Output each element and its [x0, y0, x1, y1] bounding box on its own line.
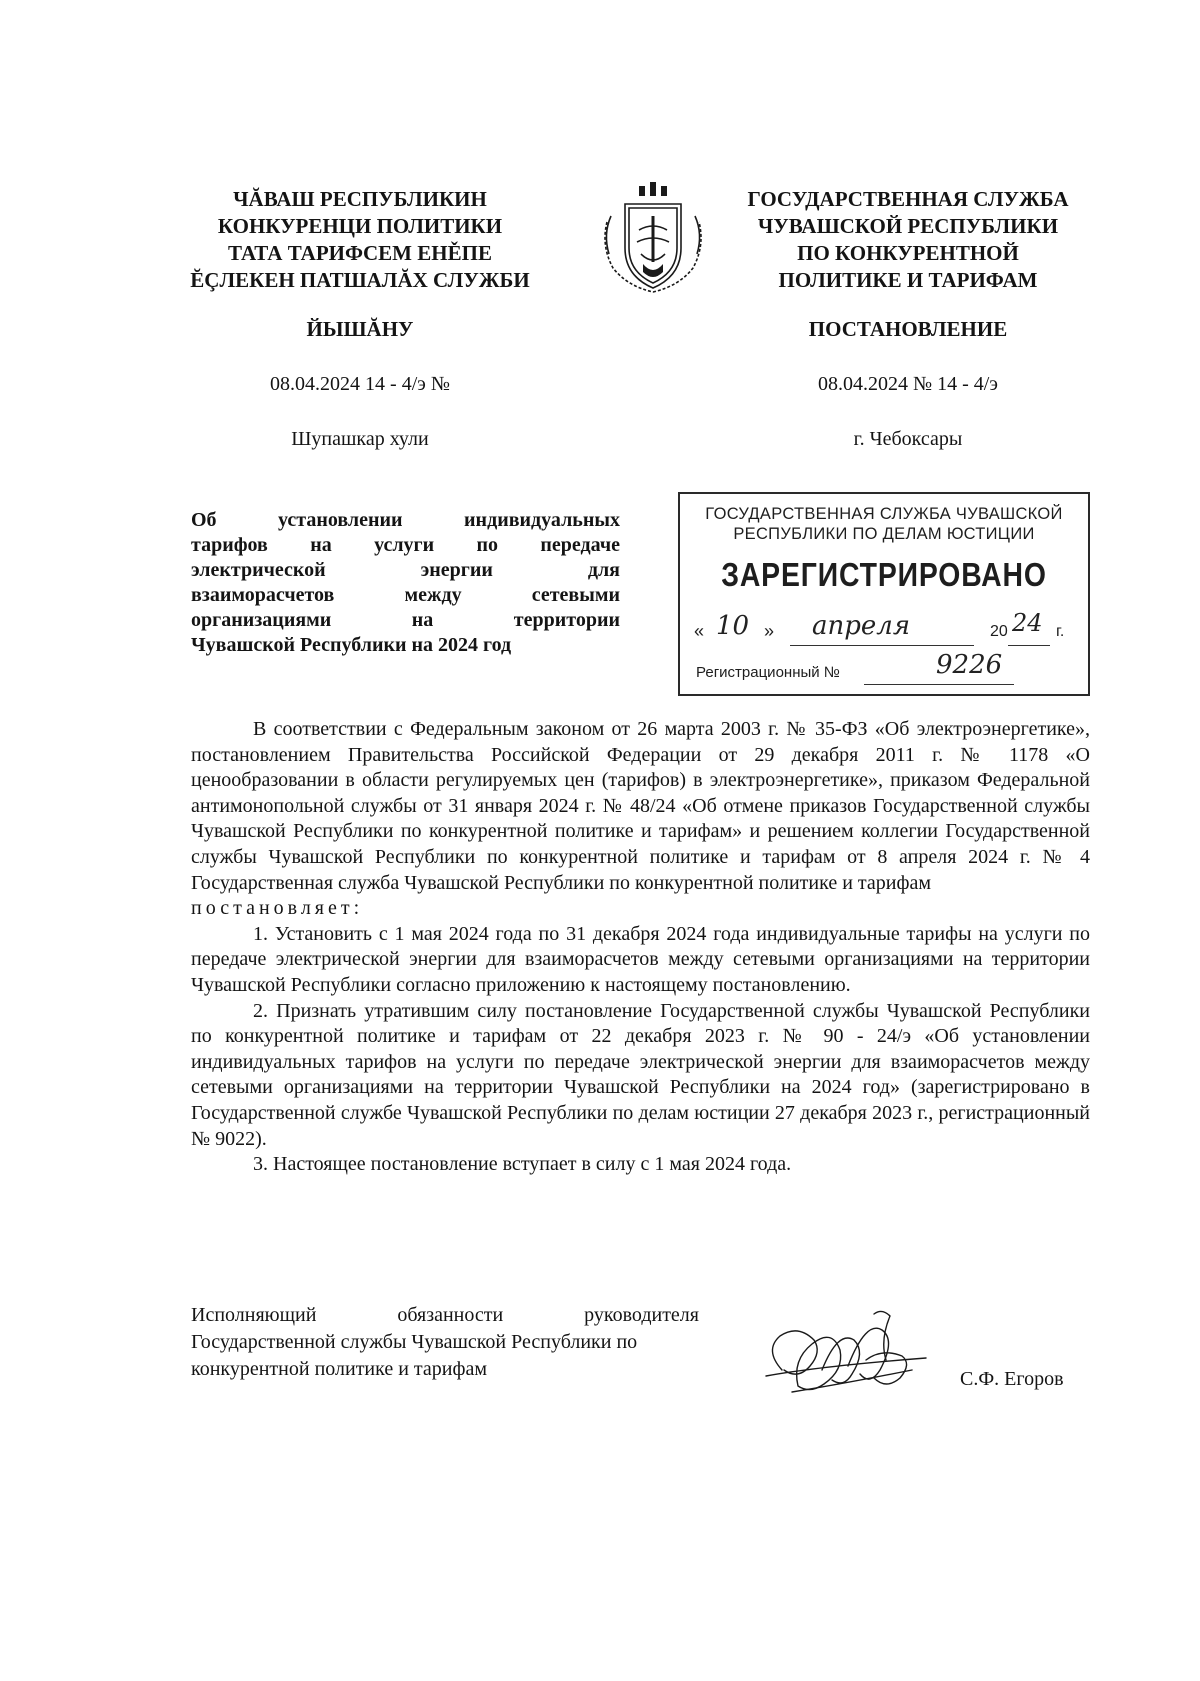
stamp-year-underline — [1008, 645, 1050, 646]
title-line: тарифов на услуги по передаче — [191, 534, 620, 556]
header-left-line: ТАТА ТАРИФСЕМ ЕНĚПЕ — [228, 241, 492, 265]
stamp-month: апреля — [812, 611, 911, 641]
signature-position-line: конкурентной политике и тарифам — [191, 1358, 487, 1380]
stamp-open-quote: « — [694, 621, 705, 641]
item-2-paragraph: 2. Признать утратившим силу постановление Государственной службы Чувашской Республики по конкурентной политике и тарифам от 22 декабря 2023 г. № 90 - 24/э «Об установлении индивидуальных тарифов на услуги по передаче электрической энергии для взаиморасчетов между сетевыми организациями на территории Чувашской Республики на 2024 год» (зарегистрировано в Государственной службе Чувашской Республики по делам юстиции 27 декабря 2023 г., регистрационный № 9022). — [191, 999, 1090, 1150]
header-right-line: ЧУВАШСКОЙ РЕСПУБЛИКИ — [757, 214, 1059, 238]
title-line: Об установлении индивидуальных — [191, 509, 620, 531]
header-left-line: КОНКУРЕНЦИ ПОЛИТИКИ — [217, 214, 503, 238]
header-left-line: ĔÇЛЕКЕН ПАТШАЛĂХ СЛУЖБИ — [190, 268, 530, 292]
document-body — [191, 717, 1090, 1178]
coat-of-arms-icon — [593, 176, 713, 296]
doc-type-right: ПОСТАНОВЛЕНИЕ — [808, 317, 1008, 341]
title-line: электрической энергии для — [191, 559, 620, 581]
stamp-year-prefix: 20 — [990, 623, 1008, 640]
title-line: взаиморасчетов между сетевыми — [191, 584, 620, 606]
doc-type-left: ЙЫШĂНУ — [306, 317, 414, 341]
title-line: Чувашской Республики на 2024 год — [191, 634, 512, 656]
stamp-reg-row — [696, 650, 1081, 686]
resolves-word: постановляет: — [191, 897, 364, 920]
signatory-name: С.Ф. Егоров — [960, 1368, 1064, 1390]
signature-position-line: Исполняющий обязанности руководителя — [191, 1304, 699, 1326]
header-left-chuvash — [170, 186, 550, 294]
place-right: г. Чебоксары — [853, 428, 963, 450]
stamp-year-mark: г. — [1056, 623, 1065, 640]
title-line: организациями на территории — [191, 609, 620, 631]
signature-block — [191, 1302, 699, 1383]
signature-position-line: Государственной службы Чувашской Республики по — [191, 1331, 638, 1353]
item-3-paragraph: 3. Настоящее постановление вступает в силу с 1 мая 2024 года. — [253, 1153, 792, 1176]
header-left-line: ЧĂВАШ РЕСПУБЛИКИН — [233, 187, 487, 211]
item-1-paragraph: 1. Установить с 1 мая 2024 года по 31 декабря 2024 года индивидуальные тарифы на услуги по передаче электрической энергии для взаиморасчетов между сетевыми организациями на территории Чувашской Республики согласно приложению к настоящему постановлению. — [191, 922, 1090, 996]
stamp-org-line: ГОСУДАРСТВЕННАЯ СЛУЖБА ЧУВАШСКОЙ — [705, 505, 1063, 523]
place-left: Шупашкар хули — [291, 428, 429, 450]
stamp-year-suffix: 24 — [1012, 609, 1043, 637]
header-right-line: ПО КОНКУРЕНТНОЙ — [797, 241, 1019, 265]
registration-stamp — [678, 492, 1090, 696]
doc-number-right: 08.04.2024 № 14 - 4/э — [818, 373, 998, 395]
stamp-close-quote: » — [764, 621, 775, 641]
stamp-date-row — [694, 611, 1079, 647]
stamp-day: 10 — [716, 611, 750, 641]
header-right-line: ГОСУДАРСТВЕННАЯ СЛУЖБА — [747, 187, 1069, 211]
document-title — [191, 508, 620, 658]
stamp-registered-label: ЗАРЕГИСТРИРОВАНО — [721, 556, 1047, 593]
stamp-reg-underline — [864, 684, 1014, 685]
handwritten-signature-icon — [762, 1300, 932, 1410]
stamp-month-underline — [790, 645, 974, 646]
stamp-org-line: РЕСПУБЛИКИ ПО ДЕЛАМ ЮСТИЦИИ — [733, 525, 1035, 543]
header-right-line: ПОЛИТИКЕ И ТАРИФАМ — [778, 268, 1038, 292]
stamp-reg-number: 9226 — [936, 650, 1003, 680]
doc-number-left: 08.04.2024 14 - 4/э № — [270, 373, 450, 395]
header-right-russian — [718, 186, 1098, 294]
preamble-paragraph: В соответствии с Федеральным законом от 26 марта 2003 г. № 35-ФЗ «Об электроэнергетике», постановлением Правительства Российской Федерации от 29 декабря 2011 г. № 1178 «О ценообразовании в области регулируемых цен (тарифов) в электроэнергетике», приказом Федеральной антимонопольной службы от 31 января 2024 г. № 48/24 «Об отмене приказов Государственной службы Чувашской Республики по конкурентной политике и тарифам» и решением коллегии Государственной службы Чувашской Республики по конкурентной политике и тарифам от 8 апреля 2024 г. № 4 Государственная служба Чувашской Республики по конкурентной политике и тарифам — [191, 718, 1090, 894]
stamp-reg-label: Регистрационный № — [696, 664, 840, 681]
